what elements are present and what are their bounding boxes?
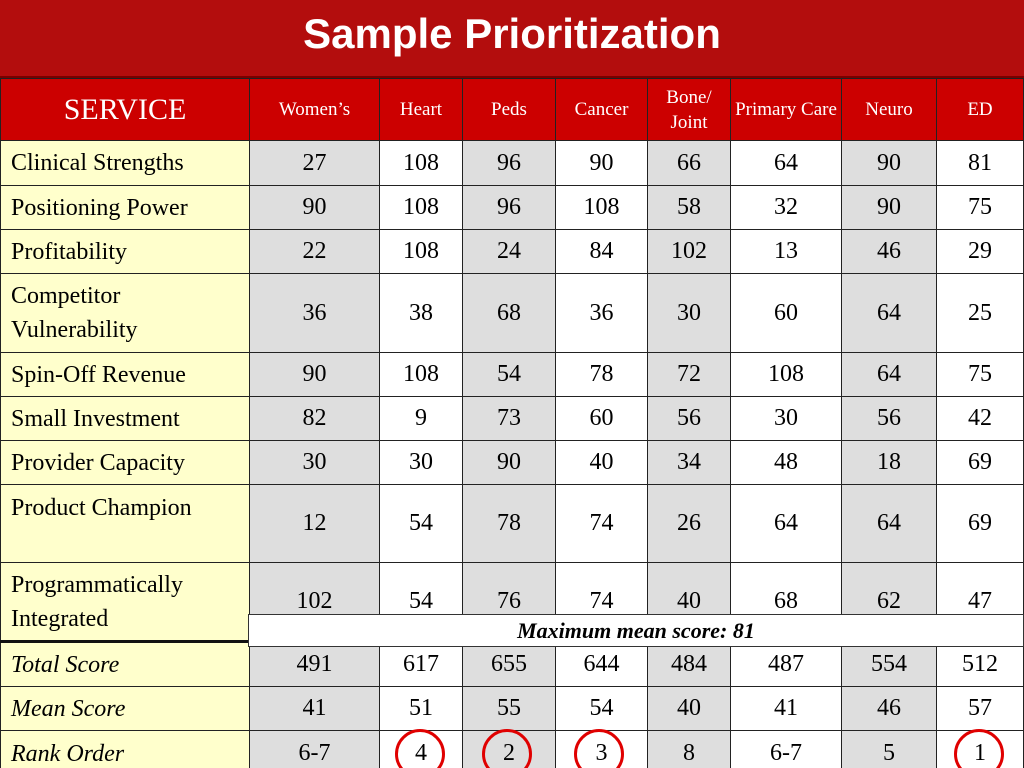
table-cell: 57: [937, 687, 1024, 731]
table-cell: 64: [842, 353, 937, 397]
header-neuro: Neuro: [842, 79, 937, 141]
row-label: Rank Order: [1, 731, 250, 768]
table-cell: 78: [556, 353, 648, 397]
table-cell: 25: [937, 274, 1024, 353]
header-row: [1, 79, 1024, 141]
table-cell: 96: [463, 186, 556, 230]
table-cell: 64: [731, 485, 842, 563]
table-cell: 46: [842, 687, 937, 731]
table-cell: 75: [937, 353, 1024, 397]
table-cell: 655: [463, 642, 556, 687]
header-primary-care: Primary Care: [731, 79, 842, 141]
header-cancer: Cancer: [556, 79, 648, 141]
table-cell: 64: [842, 274, 937, 353]
table-row: [1, 353, 1024, 397]
table-cell: 30: [380, 441, 463, 485]
table-cell: 54: [380, 485, 463, 563]
table-cell: 75: [937, 186, 1024, 230]
table-cell: 73: [463, 397, 556, 441]
table-cell: 38: [380, 274, 463, 353]
table-cell: 55: [463, 687, 556, 731]
table-cell: 6-7: [250, 731, 380, 768]
table-cell: 62: [842, 563, 937, 642]
table-cell: 96: [463, 141, 556, 186]
table-cell: 54: [380, 563, 463, 642]
table-cell: 40: [648, 563, 731, 642]
table-row: [1, 397, 1024, 441]
table-cell: 484: [648, 642, 731, 687]
table-cell: 74: [556, 563, 648, 642]
table-cell: 56: [648, 397, 731, 441]
table-cell: 40: [556, 441, 648, 485]
table-cell: 54: [556, 687, 648, 731]
table-cell: 56: [842, 397, 937, 441]
table-row: [1, 186, 1024, 230]
table-cell: 24: [463, 230, 556, 274]
header-service: SERVICE: [1, 79, 250, 141]
header-ed: ED: [937, 79, 1024, 141]
table-cell: 51: [380, 687, 463, 731]
table-cell: 64: [731, 141, 842, 186]
table-cell: 72: [648, 353, 731, 397]
table-row: [1, 230, 1024, 274]
row-label: Product Champion: [1, 485, 250, 563]
table-cell: 108: [380, 186, 463, 230]
table-cell: 108: [731, 353, 842, 397]
summary-row: [1, 642, 1024, 687]
table-cell: 108: [556, 186, 648, 230]
table-cell: 81: [937, 141, 1024, 186]
table-cell: 84: [556, 230, 648, 274]
table-cell: 22: [250, 230, 380, 274]
summary-row: [1, 687, 1024, 731]
row-label: Positioning Power: [1, 186, 250, 230]
table-cell: 27: [250, 141, 380, 186]
table-cell: 58: [648, 186, 731, 230]
table-cell: 3: [556, 731, 648, 768]
max-mean-score-note: Maximum mean score: 81: [248, 614, 1024, 647]
table-cell: 47: [937, 563, 1024, 642]
table-cell: 34: [648, 441, 731, 485]
table-cell: 9: [380, 397, 463, 441]
table-cell: 18: [842, 441, 937, 485]
table-cell: 36: [556, 274, 648, 353]
table-cell: 512: [937, 642, 1024, 687]
table-cell: 64: [842, 485, 937, 563]
table-cell: 29: [937, 230, 1024, 274]
header-womens: Women’s: [250, 79, 380, 141]
row-label: Total Score: [1, 642, 250, 687]
table-cell: 69: [937, 485, 1024, 563]
table-cell: 68: [731, 563, 842, 642]
table-cell: 48: [731, 441, 842, 485]
table-cell: 102: [250, 563, 380, 642]
table-cell: 4: [380, 731, 463, 768]
table-cell: 108: [380, 141, 463, 186]
table-cell: 78: [463, 485, 556, 563]
table-cell: 32: [731, 186, 842, 230]
table-row: [1, 485, 1024, 563]
table-cell: 102: [648, 230, 731, 274]
table-row: [1, 441, 1024, 485]
table-cell: 60: [556, 397, 648, 441]
table-cell: 90: [250, 353, 380, 397]
row-label: Competitor Vulnerability: [1, 274, 250, 353]
table-cell: 90: [556, 141, 648, 186]
header-peds: Peds: [463, 79, 556, 141]
table-cell: 108: [380, 353, 463, 397]
table-cell: 42: [937, 397, 1024, 441]
row-label: Spin-Off Revenue: [1, 353, 250, 397]
row-label: Profitability: [1, 230, 250, 274]
table-cell: 74: [556, 485, 648, 563]
table-cell: 90: [463, 441, 556, 485]
table-cell: 66: [648, 141, 731, 186]
row-label: Small Investment: [1, 397, 250, 441]
table-cell: 68: [463, 274, 556, 353]
table-cell: 30: [648, 274, 731, 353]
table-cell: 60: [731, 274, 842, 353]
page-title: Sample Prioritization: [303, 10, 721, 57]
table-row: [1, 274, 1024, 353]
table-cell: 8: [648, 731, 731, 768]
title-bar: [0, 0, 1024, 78]
table-cell: 30: [731, 397, 842, 441]
table-cell: 108: [380, 230, 463, 274]
table-cell: 26: [648, 485, 731, 563]
row-label: Clinical Strengths: [1, 141, 250, 186]
table-cell: 617: [380, 642, 463, 687]
table-cell: 90: [842, 141, 937, 186]
row-label: Mean Score: [1, 687, 250, 731]
table-cell: 1: [937, 731, 1024, 768]
table-cell: 46: [842, 230, 937, 274]
table-cell: 82: [250, 397, 380, 441]
table-cell: 491: [250, 642, 380, 687]
row-label: Provider Capacity: [1, 441, 250, 485]
table-cell: 644: [556, 642, 648, 687]
table-cell: 69: [937, 441, 1024, 485]
table-cell: 40: [648, 687, 731, 731]
table-cell: 30: [250, 441, 380, 485]
table-cell: 554: [842, 642, 937, 687]
table-cell: 90: [842, 186, 937, 230]
header-bone-joint: Bone/ Joint: [648, 79, 731, 141]
table-row: [1, 141, 1024, 186]
table-cell: 12: [250, 485, 380, 563]
table-cell: 487: [731, 642, 842, 687]
table-cell: 41: [250, 687, 380, 731]
table-cell: 6-7: [731, 731, 842, 768]
table-cell: 36: [250, 274, 380, 353]
table-cell: 90: [250, 186, 380, 230]
table-cell: 13: [731, 230, 842, 274]
header-heart: Heart: [380, 79, 463, 141]
table-cell: 2: [463, 731, 556, 768]
table-cell: 54: [463, 353, 556, 397]
row-label: Programmatically Integrated: [1, 563, 250, 642]
table-cell: 41: [731, 687, 842, 731]
prioritization-table: [0, 78, 1024, 768]
table-cell: 5: [842, 731, 937, 768]
table-cell: 76: [463, 563, 556, 642]
